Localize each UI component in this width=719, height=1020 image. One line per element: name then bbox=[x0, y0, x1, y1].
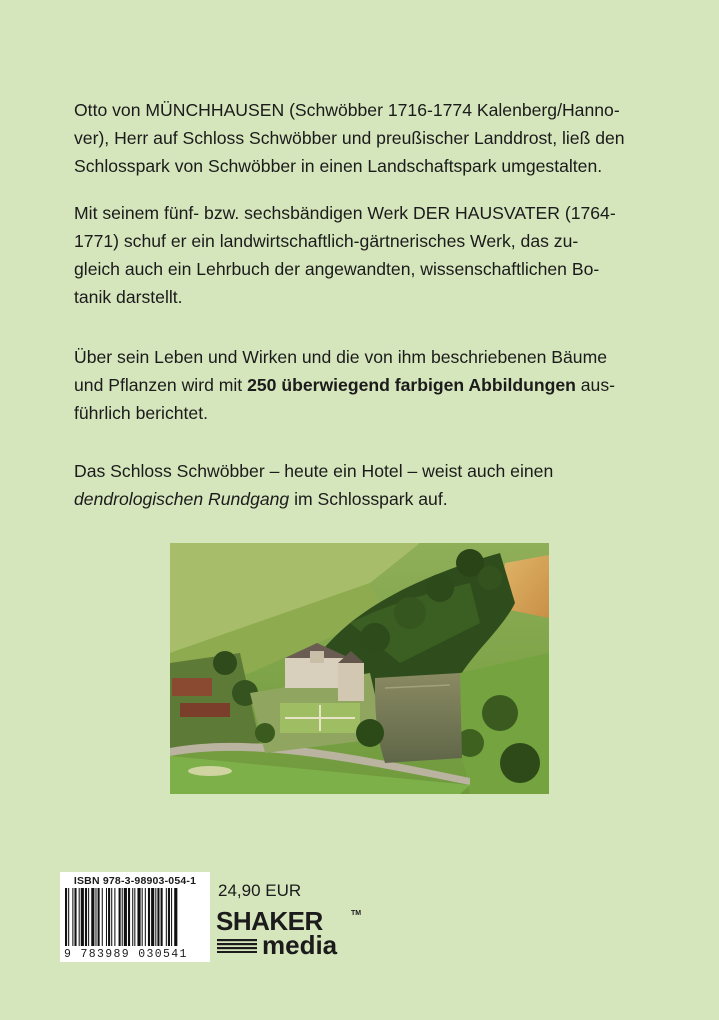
logo-shaker-text: SHAKER bbox=[216, 906, 323, 936]
intro-paragraph bbox=[74, 96, 646, 180]
work-line-3: gleich auch ein Lehrbuch der angewandten, wissenschaftlichen Bo- bbox=[74, 259, 600, 279]
shaker-media-logo bbox=[216, 908, 366, 960]
hotel-paragraph bbox=[74, 457, 646, 513]
aerial-castle-photo bbox=[170, 543, 549, 794]
content-line-2 bbox=[74, 371, 646, 399]
isbn-barcode bbox=[60, 872, 210, 962]
illustrations-highlight: 250 überwiegend farbigen Abbildungen bbox=[247, 375, 576, 395]
intro-line-3: Schlosspark von Schwöbber in einen Landschaftspark umgestalten. bbox=[74, 156, 603, 176]
logo-media-text: media bbox=[262, 930, 338, 960]
work-paragraph bbox=[74, 199, 646, 311]
price-label: 24,90 EUR bbox=[218, 881, 302, 900]
aerial-photo-illustration bbox=[170, 543, 549, 794]
intro-line-1: Otto von MÜNCHHAUSEN (Schwöbber 1716-1774 Kalenberg/Hanno- bbox=[74, 100, 620, 120]
intro-line-2: ver), Herr auf Schloss Schwöbber und preußischer Landdrost, ließ den bbox=[74, 128, 625, 148]
work-line-1: Mit seinem fünf- bzw. sechsbändigen Werk DER HAUSVATER (1764- bbox=[74, 203, 616, 223]
hotel-line-2 bbox=[74, 485, 646, 513]
content-paragraph bbox=[74, 343, 646, 427]
content-line-3: führlich berichtet. bbox=[74, 403, 208, 423]
isbn-number: ISBN 978-3-98903-054-1 bbox=[73, 875, 197, 887]
work-line-2: 1771) schuf er ein landwirtschaftlich-gärtnerisches Werk, das zu- bbox=[74, 231, 579, 251]
content-line-2-pre: und Pflanzen wird mit bbox=[74, 375, 248, 395]
work-line-4: tanik darstellt. bbox=[74, 287, 183, 307]
dendrological-tour-text: dendrologischen Rundgang bbox=[74, 489, 290, 509]
hotel-line-2-post: im Schlosspark auf. bbox=[289, 489, 448, 509]
content-line-2-post: aus- bbox=[575, 375, 615, 395]
logo-trademark: TM bbox=[351, 910, 362, 917]
content-line-1: Über sein Leben und Wirken und die von ihm beschriebenen Bäume bbox=[74, 347, 608, 367]
hotel-line-1: Das Schloss Schwöbber – heute ein Hotel – weist auch einen bbox=[74, 461, 554, 481]
barcode-digits: 9 783989 030541 bbox=[64, 948, 188, 961]
